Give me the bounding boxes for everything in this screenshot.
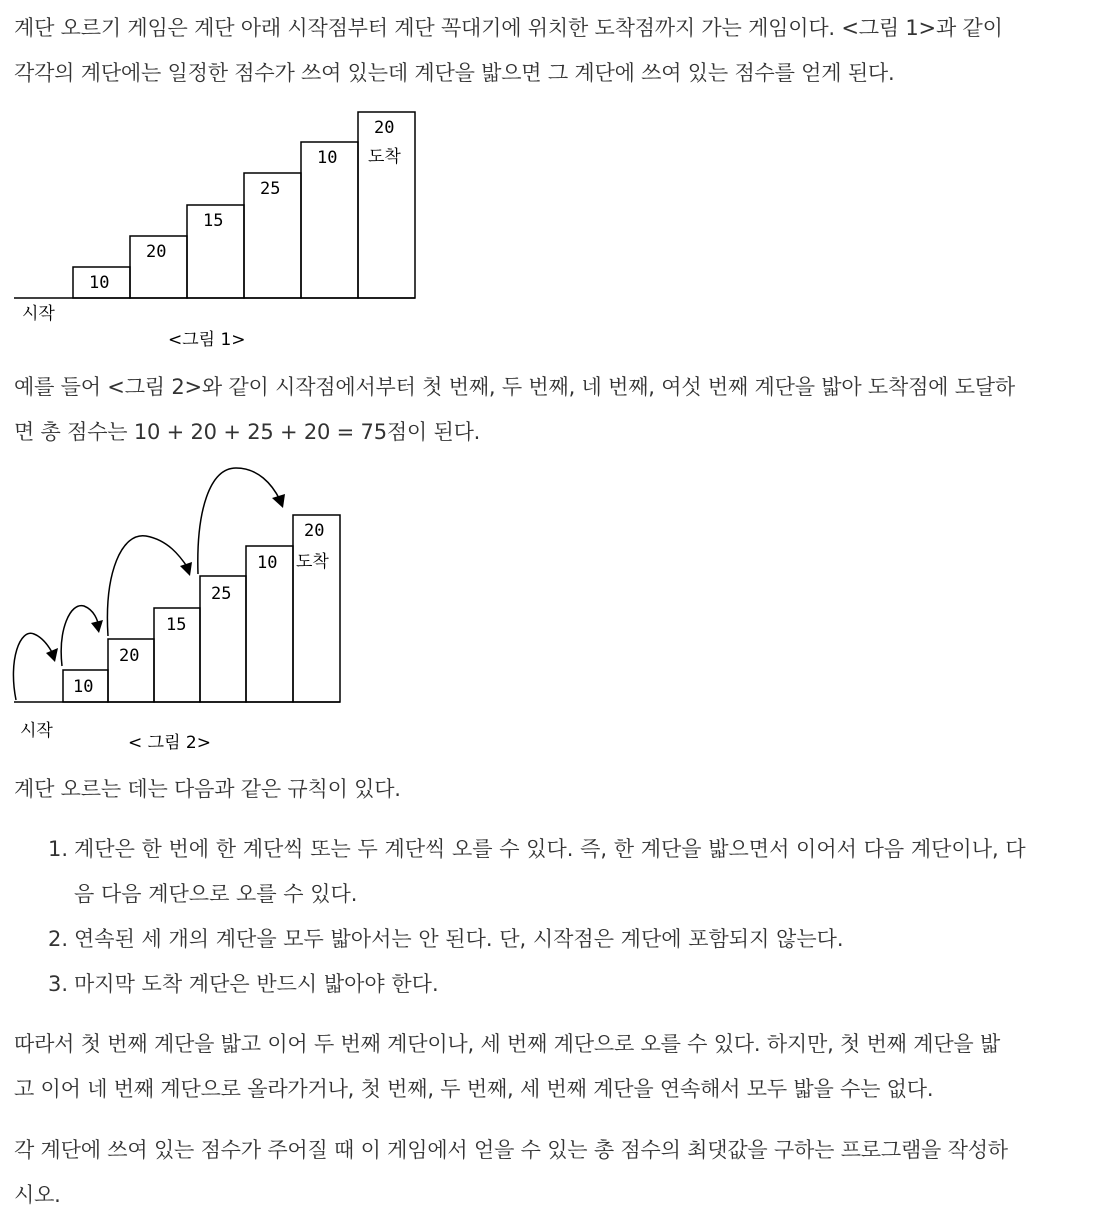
goal-label: 도착 xyxy=(296,552,329,572)
step-3-score: 15 xyxy=(166,615,187,635)
example-line-1: 예를 들어 <그림 2>와 같이 시작점에서부터 첫 번째, 두 번째, 네 번째, 여섯 번째 계단을 밟아 도착점에 도달하 xyxy=(14,375,1015,399)
intro-line-2: 각각의 계단에는 일정한 점수가 쓰여 있는데 계단을 밟으면 그 계단에 쓰여 있는 점수를 얻게 된다. xyxy=(14,61,895,85)
task-paragraph xyxy=(14,1128,1099,1218)
figure-2-caption: < 그림 2> xyxy=(128,733,211,753)
task-line-1: 각 계단에 쓰여 있는 점수가 주어질 때 이 게임에서 얻을 수 있는 총 점수의 최댓값을 구하는 프로그램을 작성하 xyxy=(14,1138,1008,1162)
rule-item-2 xyxy=(48,917,1098,962)
rule-number: 2. xyxy=(48,927,69,951)
rule-number: 1. xyxy=(48,837,69,861)
rule-number: 3. xyxy=(48,972,69,996)
rule-item-3 xyxy=(48,962,1098,1007)
step-5-score: 10 xyxy=(317,148,338,168)
rule-text-line-1: 연속된 세 개의 계단을 모두 밟아서는 안 된다. 단, 시작점은 계단에 포함되지 않는다. xyxy=(74,927,844,951)
step-6 xyxy=(293,515,340,702)
jump-arrow-2 xyxy=(61,606,99,666)
rule-text-line-2: 음 다음 계단으로 오를 수 있다. xyxy=(74,882,358,906)
example-line-2: 면 총 점수는 10 + 20 + 25 + 20 = 75점이 된다. xyxy=(14,420,481,444)
arrowhead-4 xyxy=(272,494,285,508)
task-line-2: 시오. xyxy=(14,1183,61,1207)
example-paragraph xyxy=(14,365,1099,455)
rule-item-1 xyxy=(48,827,1098,917)
therefore-paragraph xyxy=(14,1022,1099,1112)
figure-2-staircase xyxy=(0,460,360,760)
intro-line-1: 계단 오르기 게임은 계단 아래 시작점부터 계단 꼭대기에 위치한 도착점까지 가는 게임이다. <그림 1>과 같이 xyxy=(14,16,1003,40)
goal-label: 도착 xyxy=(368,147,401,167)
figure-1-caption: <그림 1> xyxy=(168,330,246,350)
rule-text-line-1: 계단은 한 번에 한 계단씩 또는 두 계단씩 오를 수 있다. 즉, 한 계단을 밟으면서 이어서 다음 계단이나, 다 xyxy=(74,837,1026,861)
step-6-score: 20 xyxy=(374,118,395,138)
step-4-score: 25 xyxy=(260,179,281,199)
intro-paragraph xyxy=(14,6,1099,96)
therefore-line-1: 따라서 첫 번째 계단을 밟고 이어 두 번째 계단이나, 세 번째 계단으로 오를 수 있다. 하지만, 첫 번째 계단을 밟 xyxy=(14,1032,1001,1056)
step-2-score: 20 xyxy=(146,242,167,262)
jump-arrow-1 xyxy=(13,633,54,700)
step-6-score: 20 xyxy=(304,521,325,541)
step-6 xyxy=(358,112,415,298)
step-1-score: 10 xyxy=(73,677,94,697)
figure-1-staircase xyxy=(0,100,440,360)
therefore-line-2: 고 이어 네 번째 계단으로 올라가거나, 첫 번째, 두 번째, 세 번째 계단을 연속해서 모두 밟을 수는 없다. xyxy=(14,1077,934,1101)
rule-text-line-1: 마지막 도착 계단은 반드시 밟아야 한다. xyxy=(74,972,439,996)
step-3-score: 15 xyxy=(203,211,224,231)
start-label: 시작 xyxy=(20,721,53,741)
arrowhead-2 xyxy=(91,620,103,633)
step-5-score: 10 xyxy=(257,553,278,573)
step-1-score: 10 xyxy=(89,273,110,293)
step-4-score: 25 xyxy=(211,584,232,604)
rules-intro: 계단 오르는 데는 다음과 같은 규칙이 있다. xyxy=(14,777,401,801)
arrowhead-3 xyxy=(180,562,192,576)
step-2-score: 20 xyxy=(119,646,140,666)
start-label: 시작 xyxy=(22,304,55,324)
arrowhead-1 xyxy=(46,648,58,662)
